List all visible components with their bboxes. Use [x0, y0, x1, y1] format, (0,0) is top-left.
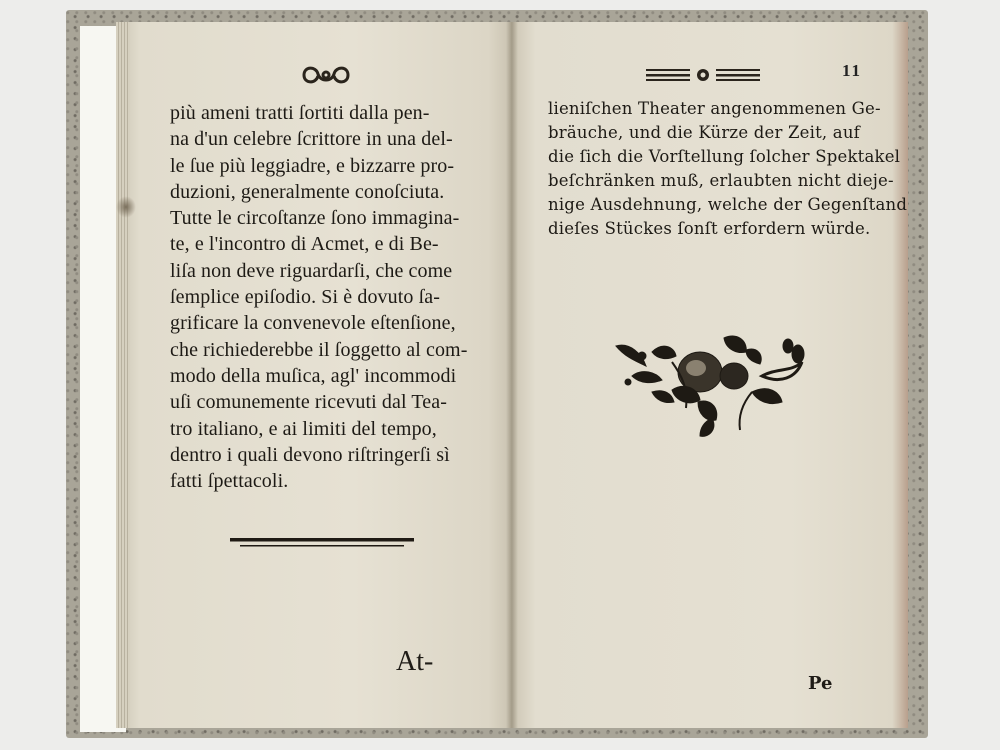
book-gutter [506, 22, 518, 728]
text-line: duzioni, generalmente conoſciuta. [170, 180, 445, 203]
text-line: die ſich die Vorſtellung ſolcher Spektakel [548, 147, 901, 166]
catchword: At- [396, 646, 434, 677]
page-stain [116, 196, 136, 218]
text-line: più ameni tratti ſortiti dalla pen- [170, 102, 430, 124]
text-line: lieniſchen Theater angenommenen Ge- [548, 99, 881, 118]
text-line: ſemplice epiſodio. Si è dovuto ſa- [170, 286, 441, 309]
left-page-text [170, 100, 490, 494]
right-page-text [548, 97, 908, 241]
tailpiece-rule [230, 536, 414, 550]
headpiece-ornament-left [298, 62, 354, 88]
text-line: nige Ausdehnung, welche der Gegenſtand [548, 195, 908, 214]
text-line: uſi comunemente ricevuti dal Tea- [170, 391, 447, 414]
text-line: dentro i quali devono riſtringerſi sì [170, 443, 450, 466]
text-line: fatti ſpettacoli. [170, 470, 289, 493]
text-line: te, e l'incontro di Acmet, e di Be- [170, 233, 439, 256]
text-line: tro italiano, e ai limiti del tempo, [170, 417, 437, 440]
text-line: liſa non deve riguardarſi, che come [170, 259, 453, 282]
text-line: na d'un celebre ſcrittore in una del- [170, 128, 453, 151]
catchword: Pe [808, 673, 833, 694]
text-line: beſchränken muß, erlaubten nicht dieje- [548, 171, 894, 190]
headpiece-rule-ornament-right [646, 66, 760, 84]
text-line: dieſes Stückes ſonſt erfordern würde. [548, 219, 871, 238]
page-number: 11 [842, 61, 863, 80]
text-line: bräuche, und die Kürze der Zeit, auf [548, 123, 860, 142]
text-line: grificare la convenevole eſtenſione, [170, 312, 456, 335]
text-line: modo della muſica, agl' incommodi [170, 364, 457, 387]
text-line: Tutte le circoſtanze ſono immagina- [170, 207, 460, 230]
text-line: che richiederebbe il ſoggetto al com- [170, 338, 468, 361]
floral-vignette [612, 332, 812, 442]
text-line: le ſue più leggiadre, e bizzarre pro- [170, 154, 455, 177]
